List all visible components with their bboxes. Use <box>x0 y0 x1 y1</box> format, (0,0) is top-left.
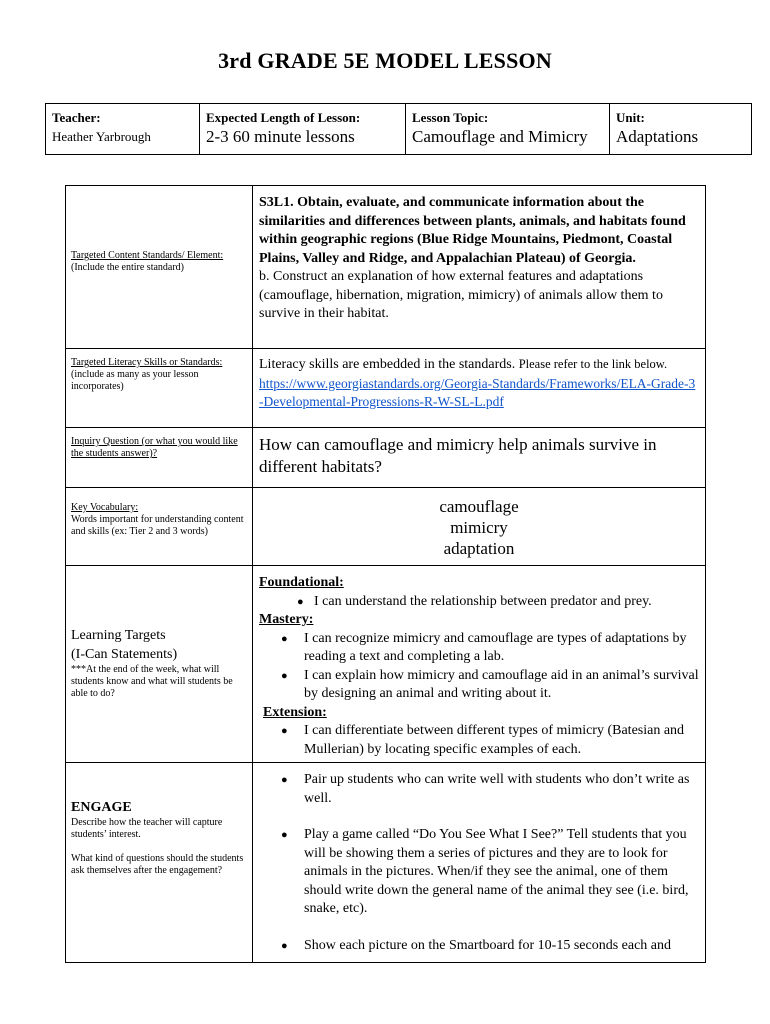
vocab-word: adaptation <box>443 539 515 558</box>
extension-heading: Extension: <box>263 704 327 720</box>
teacher-label: Teacher: <box>52 110 101 125</box>
standard-element-b: b. Construct an explanation of how external features and adaptations (camouflage, hibernation, migration, mimicry) of animals allow them to survive in their habitat. <box>259 269 663 321</box>
standards-link[interactable]: https://www.georgiastandards.org/Georgia-Standards/Frameworks/ELA-Grade-3-Developmental-Progressions-R-W-SL-L.pdf <box>259 375 696 409</box>
engage-row <box>66 763 706 963</box>
standards-label-title: Targeted Content Standards/ Element: <box>71 250 224 261</box>
vocab-word: mimicry <box>450 518 508 537</box>
engage-item: ● Show each picture on the Smartboard for 10-15 seconds each and <box>281 937 671 953</box>
literacy-label-cell <box>66 349 253 428</box>
target-item: ● I can differentiate between different types of mimicry (Batesian and Mullerian) by locating specific examples of each. <box>281 723 685 757</box>
literacy-text: Literacy skills are embedded in the standards. <box>259 357 516 372</box>
standards-row <box>66 186 706 349</box>
page-title: 3rd GRADE 5E MODEL LESSON <box>218 48 552 73</box>
inquiry-label-title: Inquiry Question (or what you would like the students answer)? <box>71 436 238 459</box>
lesson-plan-table <box>65 185 706 963</box>
unit-value: Adaptations <box>616 127 699 146</box>
target-item: ● I can explain how mimicry and camouflage aid in an animal’s survival by designing an animal and writing about it. <box>281 667 699 701</box>
lesson-header-table <box>45 103 752 155</box>
inquiry-content-cell <box>253 428 706 488</box>
learning-targets-row <box>66 566 706 763</box>
literacy-row <box>66 349 706 428</box>
engage-label-cell <box>66 763 253 963</box>
engage-content-cell <box>253 763 706 963</box>
mastery-heading: Mastery: <box>259 612 314 627</box>
vocabulary-label-title: Key Vocabulary: <box>71 502 139 513</box>
vocabulary-label-cell <box>66 488 253 566</box>
inquiry-label-cell <box>66 428 253 488</box>
engage-item: ● Play a game called “Do You See What I See?” Tell students that you will be showing them a series of pictures and they are to look for animals in the pictures. When/if they see the animal, one of them should write down the general name of the animal they see (i.e. bird, snake, etc). <box>281 827 689 916</box>
literacy-refer-text: Please refer to the link below. <box>518 357 668 371</box>
standards-label-note: (Include the entire standard) <box>71 262 185 273</box>
length-cell <box>200 104 406 154</box>
engage-label-note2: What kind of questions should the students ask themselves after the engagement? <box>71 853 244 876</box>
targets-content-cell <box>253 566 706 763</box>
engage-label-note1: Describe how the teacher will capture students’ interest. <box>71 817 223 840</box>
teacher-cell <box>46 104 200 154</box>
unit-label: Unit: <box>616 110 645 125</box>
literacy-label-title: Targeted Literacy Skills or Standards: <box>71 357 223 368</box>
targets-label-sub: (I-Can Statements) <box>71 646 178 662</box>
literacy-content-cell <box>253 349 706 428</box>
literacy-label-note: (include as many as your lesson incorporates) <box>71 369 199 392</box>
topic-value: Camouflage and Mimicry <box>412 127 588 146</box>
inquiry-row <box>66 428 706 488</box>
standards-label-cell <box>66 186 253 349</box>
target-item: ● I can recognize mimicry and camouflage are types of adaptations by reading a text and completing a lab. <box>281 630 687 664</box>
engage-label-title: ENGAGE <box>71 800 132 815</box>
targets-label-title: Learning Targets <box>71 628 166 643</box>
foundational-heading: Foundational: <box>259 575 344 590</box>
targets-label-cell <box>66 566 253 763</box>
length-label: Expected Length of Lesson: <box>206 110 361 125</box>
topic-label: Lesson Topic: <box>412 110 489 125</box>
length-value: 2-3 60 minute lessons <box>206 127 355 146</box>
teacher-value: Heather Yarbrough <box>52 129 151 144</box>
vocabulary-row <box>66 488 706 566</box>
unit-cell <box>610 104 751 154</box>
target-item: ● I can understand the relationship between predator and prey. <box>297 593 652 609</box>
standards-content-cell <box>253 186 706 349</box>
vocabulary-label-note: Words important for understanding content and skills (ex: Tier 2 and 3 words) <box>71 514 244 537</box>
targets-label-note: ***At the end of the week, what will students know and what will students be able to do? <box>71 664 233 699</box>
inquiry-question: How can camouflage and mimicry help animals survive in different habitats? <box>259 435 657 476</box>
standard-text: S3L1. Obtain, evaluate, and communicate information about the similarities and differences between plants, animals, and habitats found within geographic regions (Blue Ridge Mountains, Piedmont, Coastal Plains, Valley and Ridge, and Appalachian Plateau) of Georgia. <box>259 195 686 266</box>
vocabulary-content-cell <box>253 488 706 566</box>
vocab-word: camouflage <box>439 497 519 516</box>
engage-item: ● Pair up students who can write well with students who don’t write as well. <box>281 772 690 806</box>
topic-cell <box>406 104 610 154</box>
